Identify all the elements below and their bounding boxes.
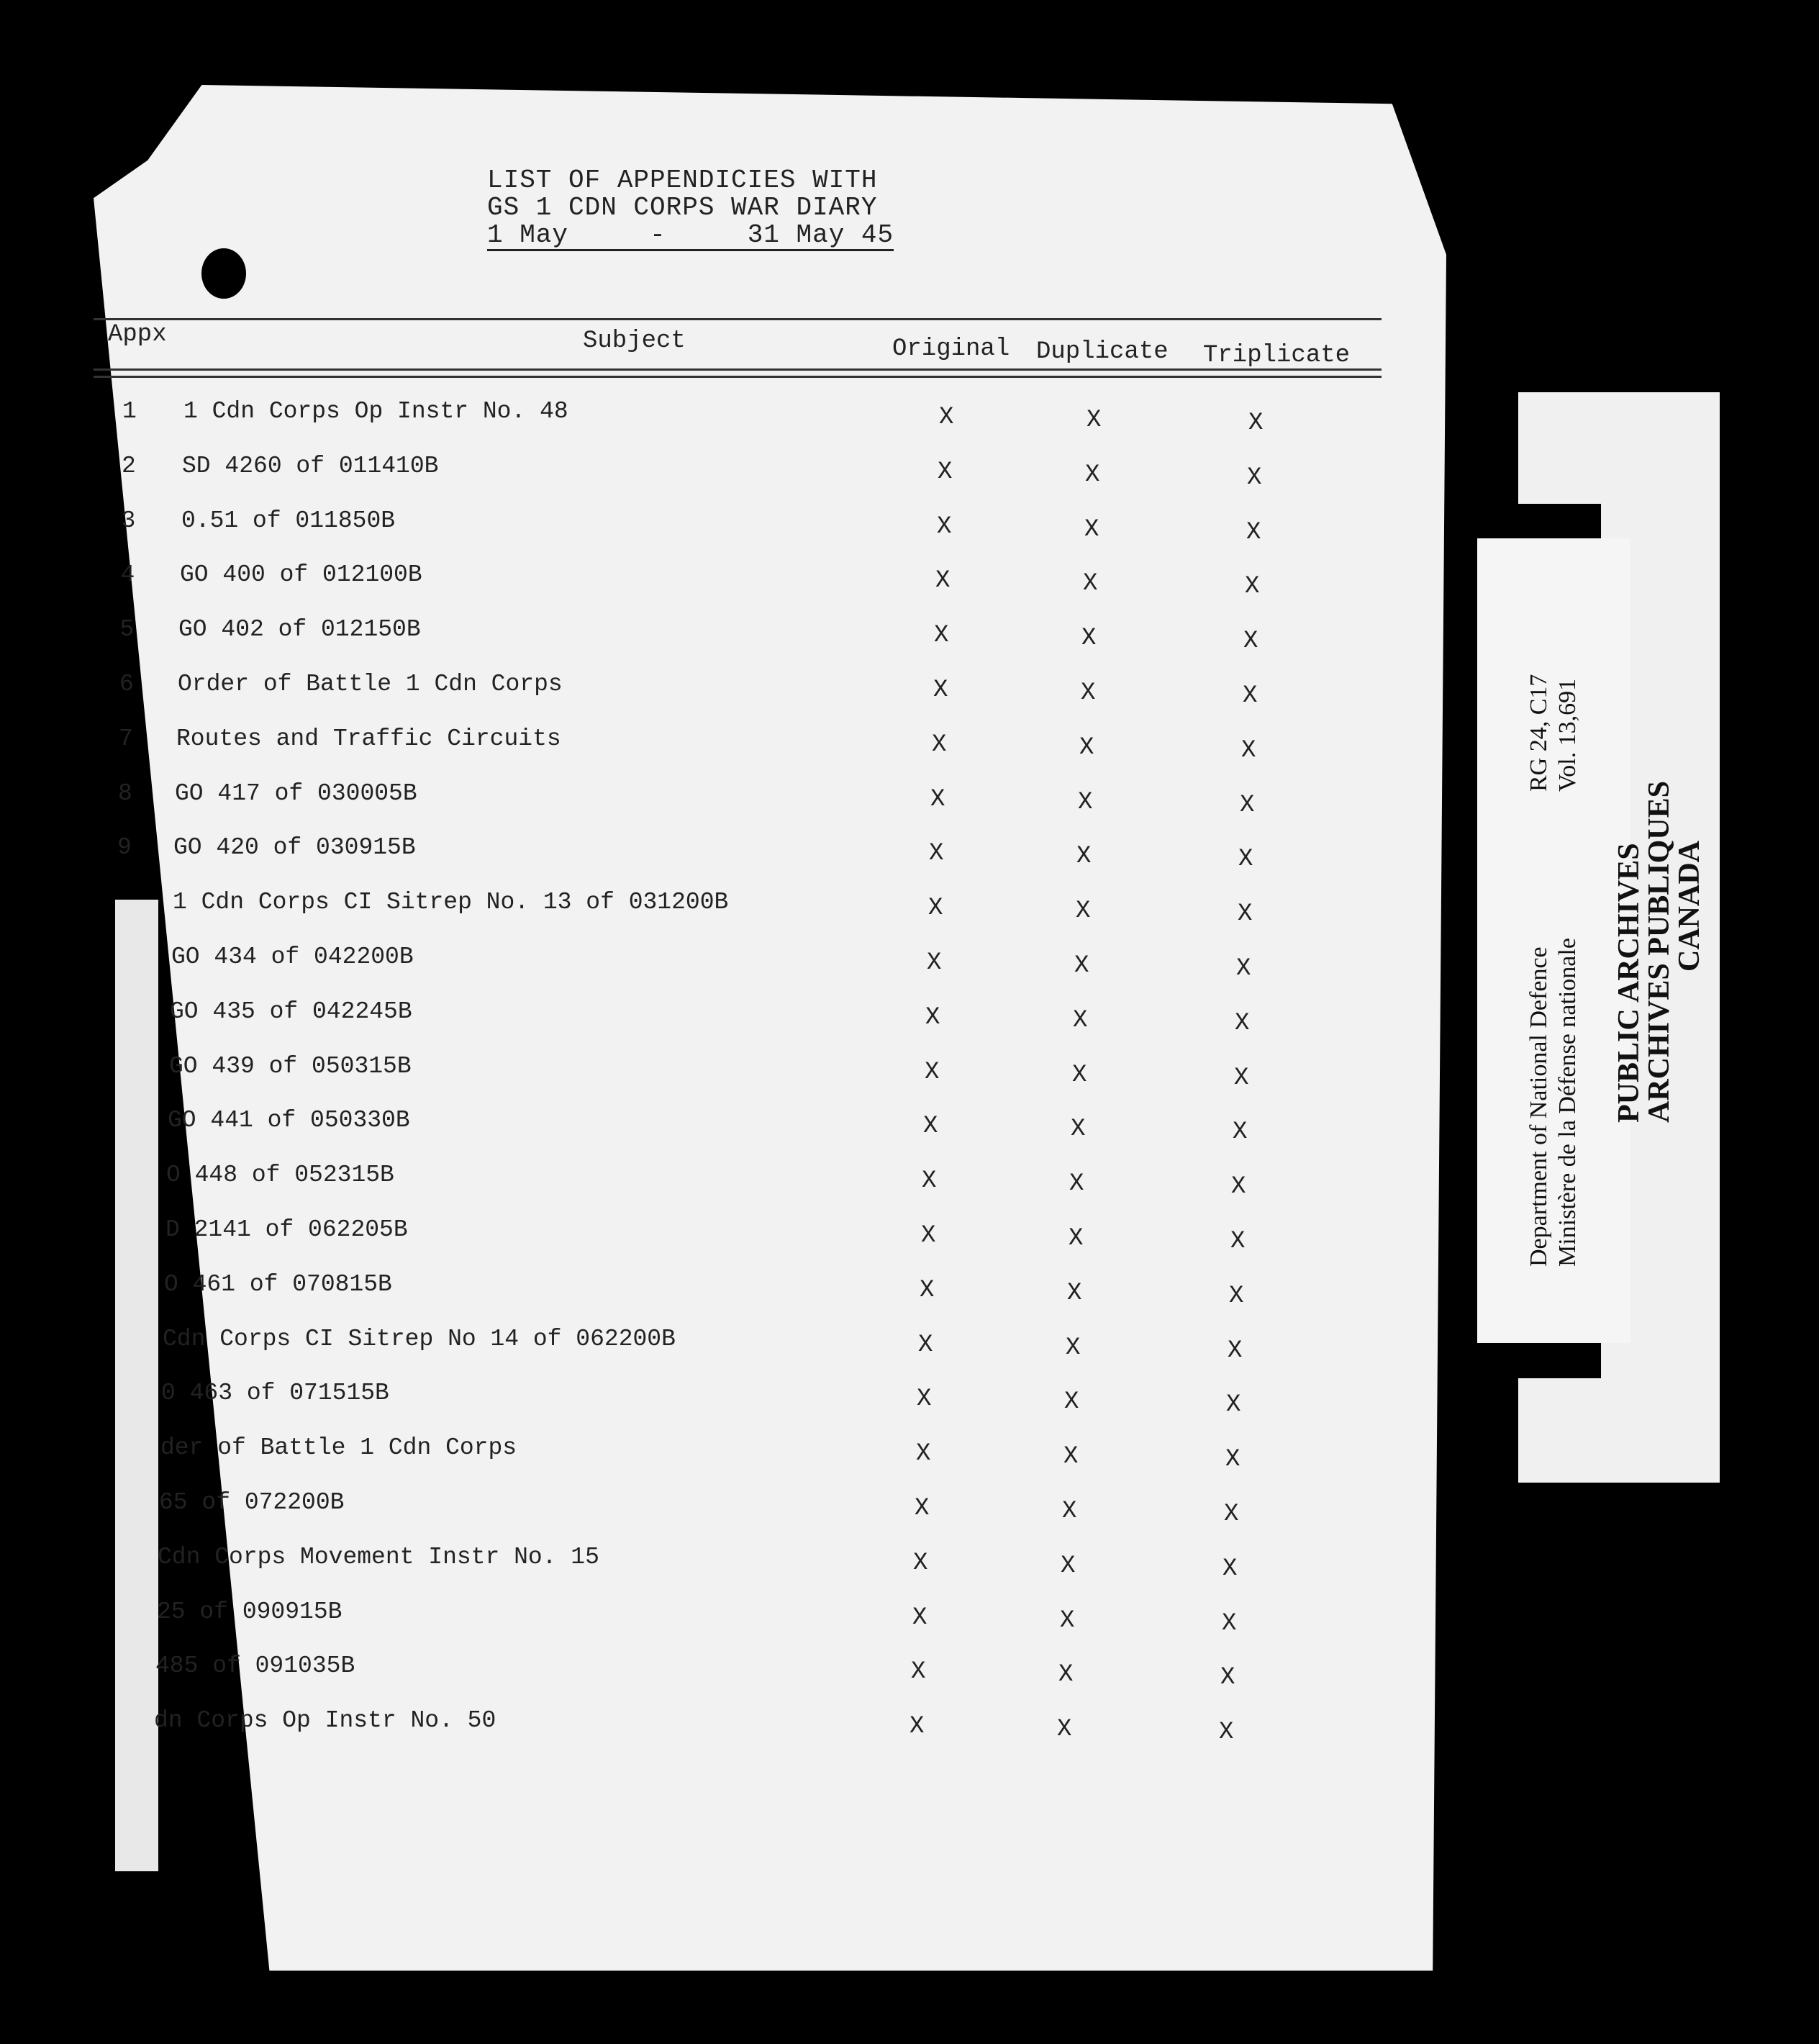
duplicate-mark: X xyxy=(1079,733,1094,761)
appendix-subject: GO 441 of 050330B xyxy=(168,1107,410,1134)
title-line-3 xyxy=(487,222,894,251)
triplicate-mark: X xyxy=(1229,1282,1244,1310)
appendix-subject: GO 439 of 050315B xyxy=(169,1052,412,1080)
triplicate-mark: X xyxy=(1235,1009,1250,1037)
appendix-subject: Order of Battle 1 Cdn Corps xyxy=(178,671,563,697)
triplicate-mark: X xyxy=(1241,736,1256,764)
triplicate-mark: X xyxy=(1220,1664,1235,1692)
appendix-number: 7 xyxy=(119,725,133,752)
duplicate-mark: X xyxy=(1085,461,1100,489)
punch-hole xyxy=(201,248,246,299)
duplicate-mark: X xyxy=(1069,1225,1084,1252)
appendix-subject: 65 of 072200B xyxy=(159,1489,345,1516)
header-duplicate: Duplicate xyxy=(1036,338,1169,366)
appendix-subject: dn Corps Op Instr No. 50 xyxy=(154,1707,496,1735)
duplicate-mark: X xyxy=(1081,679,1096,707)
header-rule-bottom xyxy=(94,376,1382,378)
triplicate-mark: X xyxy=(1231,1173,1246,1201)
date-from: 1 May xyxy=(487,220,569,250)
header-rule-mid xyxy=(94,368,1382,371)
duplicate-mark: X xyxy=(1061,1552,1076,1580)
duplicate-mark: X xyxy=(1087,407,1102,434)
appendix-subject: GO 434 of 042200B xyxy=(171,944,414,970)
triplicate-mark: X xyxy=(1248,410,1264,437)
table-row xyxy=(0,1598,1819,1653)
title-line-1: LIST OF APPENDICIES WITH xyxy=(487,166,878,195)
appendix-number: 8 xyxy=(118,779,132,807)
appendix-number: 6 xyxy=(119,671,134,697)
triplicate-mark: X xyxy=(1234,1064,1249,1092)
appendix-subject: Routes and Traffic Circuits xyxy=(176,725,561,752)
appendix-subject: GO 417 of 030005B xyxy=(175,779,417,807)
triplicate-mark: X xyxy=(1236,955,1251,982)
original-mark: X xyxy=(917,1385,932,1414)
appendix-number: 2 xyxy=(122,452,136,479)
header-subject: Subject xyxy=(583,327,686,355)
table-row xyxy=(0,1707,1819,1762)
archive-ref-2: Vol. 13,691 xyxy=(1554,678,1581,792)
date-dash: - xyxy=(650,220,666,250)
appendix-subject: der of Battle 1 Cdn Corps xyxy=(160,1434,517,1462)
header-original: Original xyxy=(892,335,1010,363)
duplicate-mark: X xyxy=(1057,1716,1072,1744)
original-mark: X xyxy=(921,1222,936,1249)
duplicate-mark: X xyxy=(1078,788,1093,816)
triplicate-mark: X xyxy=(1245,573,1260,601)
appendix-number: 9 xyxy=(117,834,132,862)
original-mark: X xyxy=(916,1440,931,1468)
original-mark: X xyxy=(911,1658,926,1686)
original-mark: X xyxy=(925,1003,940,1031)
date-to: 31 May 45 xyxy=(747,220,894,250)
appendix-subject: D 2141 of 062205B xyxy=(165,1216,408,1243)
original-mark: X xyxy=(918,1331,933,1359)
appendix-number: 5 xyxy=(119,616,135,643)
duplicate-mark: X xyxy=(1062,1498,1077,1525)
original-mark: X xyxy=(915,1495,930,1522)
triplicate-mark: X xyxy=(1243,682,1258,710)
duplicate-mark: X xyxy=(1083,570,1098,598)
header-rule-top xyxy=(94,318,1382,320)
appendix-subject: 1 Cdn Corps Op Instr No. 48 xyxy=(183,398,568,425)
department-fr: Ministère de la Défense nationale xyxy=(1554,938,1581,1267)
appendix-number: 3 xyxy=(121,507,136,534)
original-mark: X xyxy=(935,567,951,595)
appendix-subject: SD 4260 of 011410B xyxy=(182,452,439,479)
appendix-subject: GO 420 of 030915B xyxy=(173,834,416,862)
duplicate-mark: X xyxy=(1074,952,1089,980)
duplicate-mark: X xyxy=(1067,1279,1082,1307)
appendix-number: 1 xyxy=(122,398,137,425)
original-mark: X xyxy=(923,1113,938,1141)
appendix-subject: 25 of 090915B xyxy=(157,1598,343,1625)
triplicate-mark: X xyxy=(1225,1446,1240,1474)
original-mark: X xyxy=(913,1549,928,1577)
original-mark: X xyxy=(928,895,943,923)
duplicate-mark: X xyxy=(1063,1443,1079,1471)
original-mark: X xyxy=(910,1713,925,1741)
original-mark: X xyxy=(927,949,942,977)
document-title xyxy=(487,167,894,251)
original-mark: X xyxy=(920,1276,935,1304)
table-row xyxy=(0,1489,1819,1544)
header-appx: Appx xyxy=(108,321,167,348)
original-mark: X xyxy=(925,1058,940,1086)
archives-country: CANADA xyxy=(1673,841,1706,972)
duplicate-mark: X xyxy=(1073,1006,1088,1034)
original-mark: X xyxy=(912,1604,927,1632)
duplicate-mark: X xyxy=(1072,1061,1087,1089)
appendix-subject: O 448 of 052315B xyxy=(166,1162,394,1189)
duplicate-mark: X xyxy=(1071,1116,1086,1144)
duplicate-mark: X xyxy=(1076,897,1091,926)
appendix-subject: GO 402 of 012150B xyxy=(178,616,421,643)
original-mark: X xyxy=(937,512,952,541)
triplicate-mark: X xyxy=(1224,1501,1239,1528)
triplicate-mark: X xyxy=(1226,1391,1241,1419)
triplicate-mark: X xyxy=(1223,1555,1238,1583)
triplicate-mark: X xyxy=(1243,628,1258,656)
duplicate-mark: X xyxy=(1066,1334,1081,1362)
original-mark: X xyxy=(934,622,949,650)
triplicate-mark: X xyxy=(1228,1337,1243,1365)
original-mark: X xyxy=(933,677,948,704)
appendix-number: 4 xyxy=(120,561,135,589)
appendix-subject: Cdn Corps CI Sitrep No 14 of 062200B xyxy=(163,1325,676,1352)
appendix-subject: 1 Cdn Corps CI Sitrep No. 13 of 031200B xyxy=(173,889,729,916)
duplicate-mark: X xyxy=(1076,843,1092,871)
original-mark: X xyxy=(939,404,954,431)
triplicate-mark: X xyxy=(1233,1118,1248,1147)
duplicate-mark: X xyxy=(1084,515,1099,543)
triplicate-mark: X xyxy=(1222,1609,1237,1637)
appendix-subject: O 461 of 070815B xyxy=(164,1270,392,1298)
original-mark: X xyxy=(932,731,947,759)
header-triplicate: Triplicate xyxy=(1203,342,1351,369)
triplicate-mark: X xyxy=(1238,846,1253,874)
original-mark: X xyxy=(930,785,945,813)
duplicate-mark: X xyxy=(1069,1170,1084,1198)
original-mark: X xyxy=(929,840,944,868)
appendix-subject: Cdn Corps Movement Instr No. 15 xyxy=(158,1543,599,1570)
title-line-2: GS 1 CDN CORPS WAR DIARY xyxy=(487,193,878,222)
original-mark: X xyxy=(922,1167,937,1195)
triplicate-mark: X xyxy=(1238,900,1253,928)
archives-en: PUBLIC ARCHIVES xyxy=(1612,843,1646,1123)
duplicate-mark: X xyxy=(1058,1661,1074,1689)
appendix-subject: GO 400 of 012100B xyxy=(180,561,422,589)
triplicate-mark: X xyxy=(1247,463,1262,492)
table-row xyxy=(0,1652,1819,1707)
appendix-subject: 485 of 091035B xyxy=(155,1652,355,1680)
triplicate-mark: X xyxy=(1246,518,1261,546)
appendix-subject: GO 435 of 042245B xyxy=(170,998,412,1025)
archives-fr: ARCHIVES PUBLIQUES xyxy=(1643,781,1676,1123)
table-row xyxy=(0,1544,1819,1598)
duplicate-mark: X xyxy=(1064,1388,1079,1416)
duplicate-mark: X xyxy=(1060,1606,1075,1634)
original-mark: X xyxy=(938,458,953,486)
department-en: Department of National Defence xyxy=(1525,946,1552,1267)
archive-ref-1: RG 24, C17 xyxy=(1525,674,1552,792)
appendix-subject: 0 463 of 071515B xyxy=(161,1380,389,1407)
triplicate-mark: X xyxy=(1219,1719,1234,1747)
triplicate-mark: X xyxy=(1230,1228,1246,1255)
appendix-subject: 0.51 of 011850B xyxy=(181,507,396,534)
triplicate-mark: X xyxy=(1240,791,1255,819)
duplicate-mark: X xyxy=(1081,625,1097,653)
